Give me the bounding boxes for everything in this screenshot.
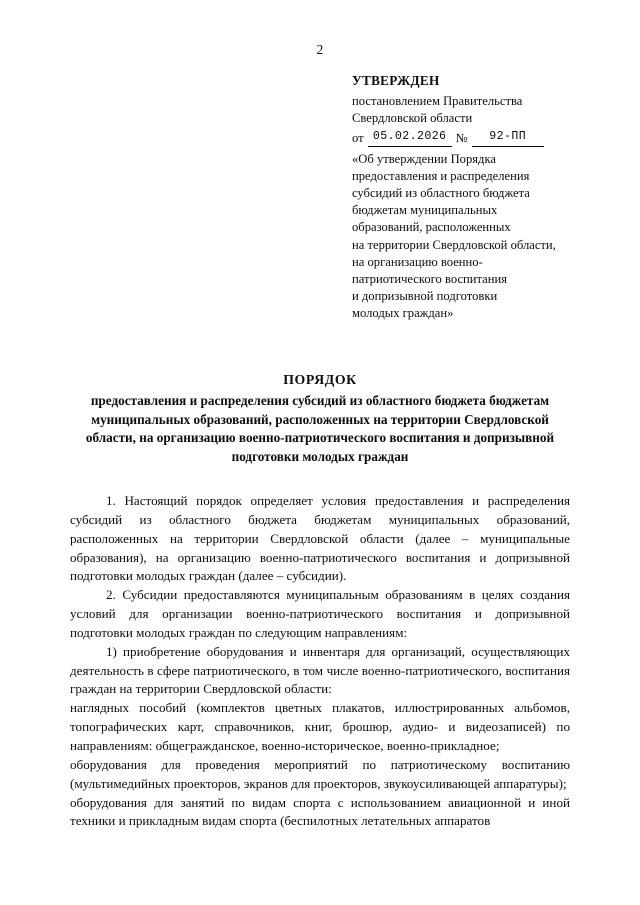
approval-quote-line: бюджетам муниципальных [352, 203, 498, 218]
body-paragraph: 1. Настоящий порядок определяет условия предоставления и распределения субсидий из областного бюджета бюджетам муниципальных образований, расположенных на территории Свердловской области (далее – муниципальные образования), на организацию военно-патриотического воспитания и допризывной подготовки молодых граждан (далее – субсидии). [70, 493, 570, 584]
approval-quote-line: патриотического воспитания [352, 271, 508, 286]
approval-quote-line: предоставления и распределения [352, 169, 530, 184]
document-body [70, 492, 570, 831]
approval-quote-line: «Об утверждении Порядка [352, 151, 496, 166]
approval-quote [352, 151, 602, 322]
approval-line-2: Свердловской области [352, 111, 473, 126]
approval-date-number-row [352, 129, 602, 147]
approval-number-value: 92-ПП [472, 129, 544, 147]
body-paragraph: оборудования для проведения мероприятий по патриотическому воспитанию (мультимедийных проекторов, экранов для проекторов, звукоусиливающей аппаратуры); [70, 756, 570, 791]
page-number: 2 [316, 42, 324, 57]
approval-quote-line: и допризывной подготовки [352, 288, 498, 303]
approval-block [352, 72, 602, 322]
approval-title: УТВЕРЖДЕН [352, 73, 440, 88]
body-paragraph: наглядных пособий (комплектов цветных плакатов, иллюстрированных альбомов, топографических карт, справочников, книг, брошюр, аудио- и видеозаписей) по направлениям: общегражданское, военно-историческое, военно-прикладное; [70, 700, 570, 753]
body-paragraph: 1) приобретение оборудования и инвентаря для организаций, осуществляющих деятельность в сфере патриотического, в том числе военно-патриотического, воспитания граждан на территории Свердловской области: [70, 643, 570, 697]
approval-line-1: постановлением Правительства [352, 93, 523, 108]
body-paragraph: 2. Субсидии предоставляются муниципальным образованиям в целях создания условий для организации военно-патриотического воспитания и допризывной подготовки молодых граждан по следующим направлениям: [70, 587, 570, 640]
approval-quote-line: образований, расположенных [352, 220, 511, 235]
document-subtitle: предоставления и распределения субсидий из областного бюджета бюджетам муниципальных образований, расположенных на территории Свердловской области, на организацию военно-патриотического воспитания и допризывной подготовки молодых граждан [85, 393, 555, 465]
approval-quote-line: молодых граждан» [352, 306, 454, 321]
approval-number-label: № [455, 130, 468, 145]
approval-quote-line: субсидий из областного бюджета [352, 186, 530, 201]
approval-quote-line: на территории Свердловской области, [352, 237, 556, 252]
approval-quote-line: на организацию военно- [352, 254, 483, 269]
document-title: ПОРЯДОК [283, 372, 357, 387]
body-paragraph: оборудования для занятий по видам спорта с использованием авиационной и иной техники и прикладным видам спорта (беспилотных летательных аппаратов [70, 794, 570, 829]
approval-date-value: 05.02.2026 [368, 129, 452, 147]
approval-date-label: от [352, 130, 364, 145]
